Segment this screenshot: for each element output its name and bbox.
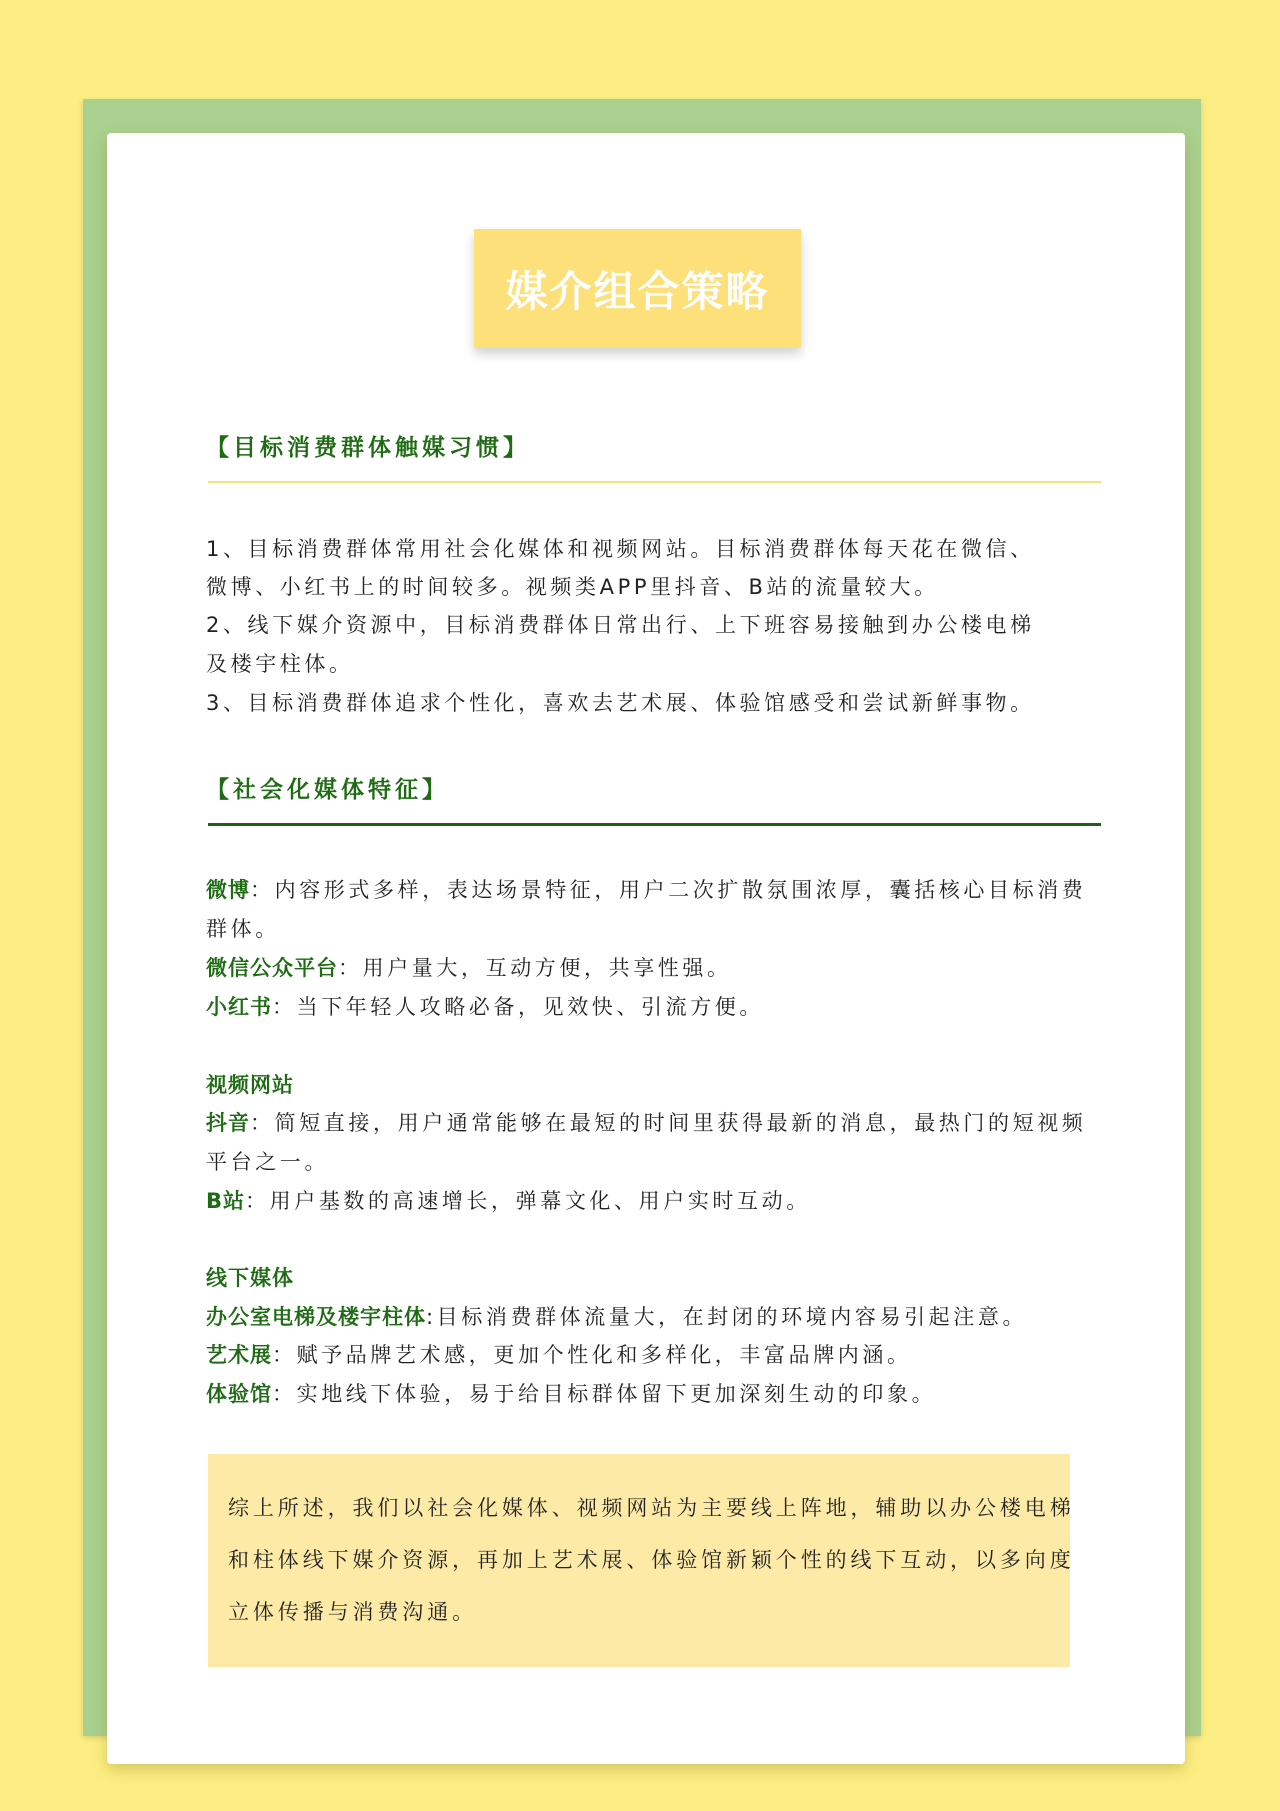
section-heading-social: 【社会化媒体特征】	[206, 777, 449, 803]
feature-name: 小红书	[206, 995, 272, 1019]
feature-douyin-cont: 平台之一。	[206, 1150, 329, 1174]
paragraph-line: 及楼宇柱体。	[206, 652, 354, 676]
summary-line: 立体传播与消费沟通。	[228, 1600, 477, 1624]
feature-name: 抖音	[206, 1111, 250, 1135]
feature-weibo-cont: 群体。	[206, 917, 280, 941]
feature-name: 微信公众平台	[206, 956, 338, 980]
feature-xiaohongshu	[206, 988, 764, 1027]
feature-art-exhibition	[206, 1336, 912, 1375]
paragraph-line: 2、线下媒介资源中，目标消费群体日常出行、上下班容易接触到办公楼电梯	[206, 613, 1035, 637]
feature-text: ：用户量大，互动方便，共享性强。	[338, 956, 732, 980]
feature-name: B站	[206, 1189, 246, 1213]
feature-name: 艺术展	[206, 1343, 272, 1367]
page-title: 媒介组合策略	[505, 266, 770, 316]
divider-green	[208, 823, 1101, 826]
paragraph-line: 1、目标消费群体常用社会化媒体和视频网站。目标消费群体每天花在微信、	[206, 537, 1035, 561]
feature-bilibili	[206, 1182, 811, 1221]
feature-text: :目标消费群体流量大，在封闭的环境内容易引起注意。	[426, 1305, 1028, 1329]
summary-box	[208, 1454, 1075, 1667]
subheading-video: 视频网站	[206, 1073, 294, 1097]
feature-text: ：实地线下体验，易于给目标群体留下更加深刻生动的印象。	[272, 1382, 937, 1406]
divider-yellow	[208, 481, 1101, 483]
section-heading-habits: 【目标消费群体触媒习惯】	[206, 435, 530, 461]
feature-elevator	[206, 1298, 1027, 1337]
feature-text: ：用户基数的高速增长，弹幕文化、用户实时互动。	[245, 1189, 811, 1213]
feature-name: 体验馆	[206, 1382, 272, 1406]
summary-line: 和柱体线下媒介资源，再加上艺术展、体验馆新颖个性的线下互动，以多向度	[228, 1548, 1075, 1572]
feature-text: ：简短直接，用户通常能够在最短的时间里获得最新的消息，最热门的短视频	[250, 1111, 1087, 1135]
title-banner	[474, 229, 801, 348]
feature-text: ：赋予品牌艺术感，更加个性化和多样化，丰富品牌内涵。	[272, 1343, 912, 1367]
feature-text: ：内容形式多样，表达场景特征，用户二次扩散氛围浓厚，囊括核心目标消费	[250, 878, 1087, 902]
feature-name: 微博	[206, 878, 250, 902]
subheading-offline: 线下媒体	[206, 1266, 294, 1290]
feature-weibo	[206, 871, 1086, 910]
feature-douyin	[206, 1104, 1086, 1143]
feature-name: 办公室电梯及楼宇柱体	[206, 1305, 426, 1329]
feature-experience-hall	[206, 1375, 936, 1414]
feature-wechat	[206, 949, 732, 988]
summary-line: 综上所述，我们以社会化媒体、视频网站为主要线上阵地，辅助以办公楼电梯	[228, 1496, 1075, 1520]
paragraph-line: 3、目标消费群体追求个性化，喜欢去艺术展、体验馆感受和尝试新鲜事物。	[206, 691, 1035, 715]
feature-text: ：当下年轻人攻略必备，见效快、引流方便。	[272, 995, 764, 1019]
paragraph-line: 微博、小红书上的时间较多。视频类APP里抖音、B站的流量较大。	[206, 575, 939, 599]
